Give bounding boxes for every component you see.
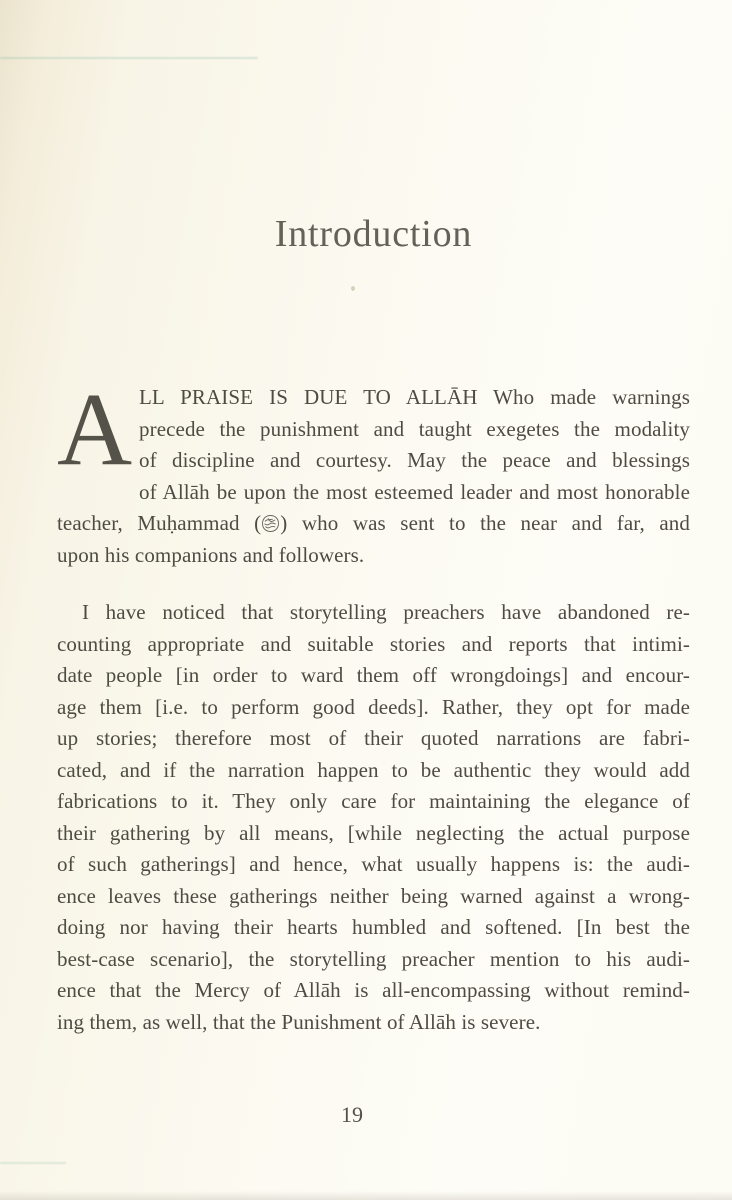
text-line: of Allāh be upon the most esteemed leader and most honorable xyxy=(139,479,690,504)
paragraph-main xyxy=(57,597,690,1038)
text-line: fabrications to it. They only care for maintaining the elegance of xyxy=(57,789,690,813)
text-line: ing them, as well, that the Punishment of Allāh is severe. xyxy=(57,1009,541,1034)
text-line: ence that the Mercy of Allāh is all-encompassing without remind- xyxy=(57,978,690,1002)
sallallahu-alayhi-wasallam-icon xyxy=(261,514,280,533)
scan-artifact-line-top xyxy=(0,57,258,59)
page-number: 19 xyxy=(341,1102,363,1127)
text-line: counting appropriate and suitable stories and reports that intimi- xyxy=(57,631,690,656)
text-line: of such gatherings] and hence, what usually happens is: the audi- xyxy=(57,852,690,876)
text-line: doing nor having their hearts humbled and softened. [In best the xyxy=(57,915,690,939)
text-line: date people [in order to ward them off wrongdoings] and encour- xyxy=(57,663,690,687)
text-line: ence leaves these gatherings neither being warned against a wrong- xyxy=(57,883,690,908)
paragraph-opening xyxy=(57,372,690,571)
text-line: I have noticed that storytelling preachers have abandoned re- xyxy=(82,600,690,624)
text-line: precede the punishment and taught exegetes the modality xyxy=(139,416,690,441)
text-line: LL PRAISE IS DUE TO ALLĀH Who made warnings xyxy=(139,385,690,409)
text-line: best-case scenario], the storytelling preacher mention to his audi- xyxy=(57,946,690,971)
text-line: age them [i.e. to perform good deeds]. Rather, they opt for made xyxy=(57,694,690,719)
chapter-title: Introduction xyxy=(274,213,473,255)
drop-cap-letter: A xyxy=(57,372,133,487)
scan-speck xyxy=(351,286,355,291)
text-line: upon his companions and followers. xyxy=(57,542,365,567)
text-span: teacher, Muḥammad ( xyxy=(57,511,262,535)
text-line: cated, and if the narration happen to be authentic they would add xyxy=(57,757,690,782)
text-line: up stories; therefore most of their quoted narrations are fabri- xyxy=(57,726,690,750)
body-text xyxy=(57,372,690,1038)
text-line: their gathering by all means, [while neglecting the actual purpose xyxy=(57,820,690,845)
text-span: ) who was sent to the near and far, and xyxy=(280,511,690,535)
scan-artifact-line-bottom xyxy=(0,1162,66,1164)
text-line xyxy=(57,508,690,540)
text-line: of discipline and courtesy. May the peace and blessings xyxy=(139,448,690,472)
